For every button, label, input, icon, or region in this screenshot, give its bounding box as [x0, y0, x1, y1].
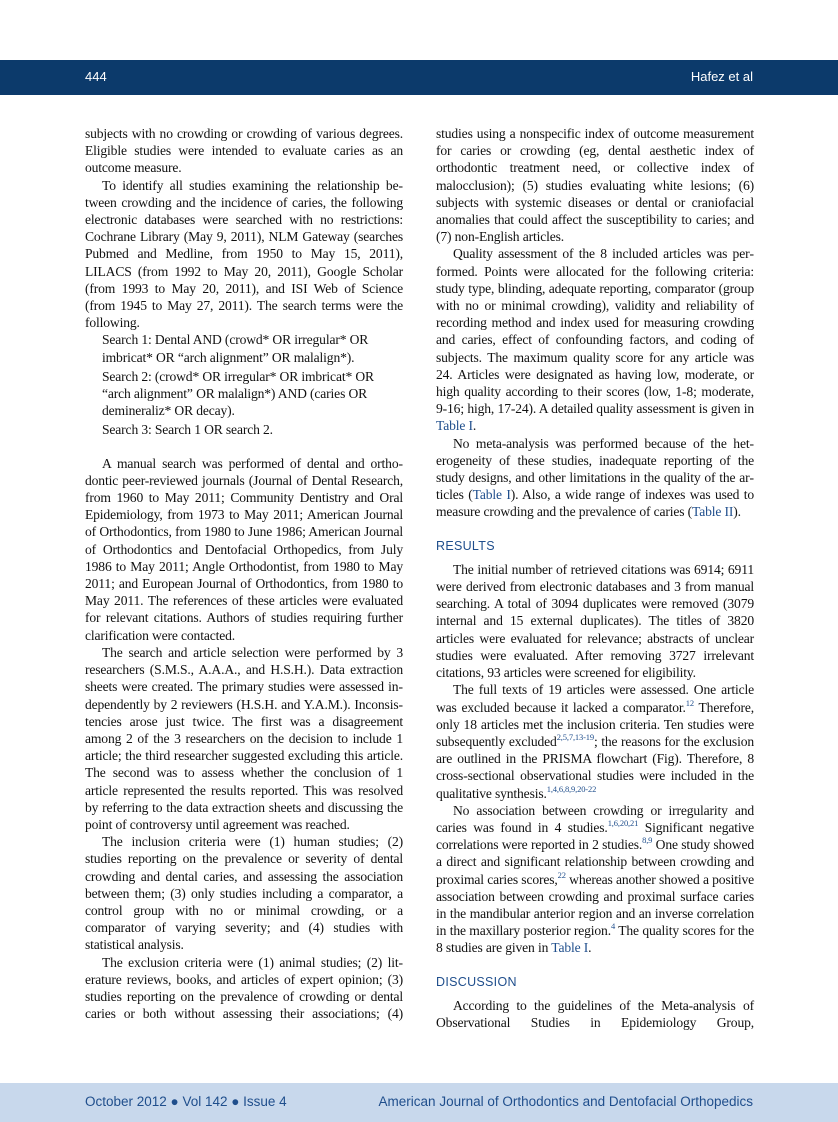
- paragraph: [85, 177, 403, 332]
- text-run: The quality scores for the 8 studies are given in: [436, 923, 754, 956]
- running-footer: [0, 1083, 838, 1122]
- text-run: whereas another showed a positive association between crowding and proximal surface caries in the mandibular anterior region and an inverse correlation in the maxillary posterior region.: [436, 871, 754, 939]
- text-run: ; the reasons for the exclusion are outlined in the PRISMA flowchart (Fig). Therefore, 8 cross-sectional observational studies were included in the qualitative synthesis.: [436, 733, 754, 801]
- text-run: One study showed a direct and significant relationship between crowding and proximal caries scores,: [436, 837, 754, 887]
- section-heading: DISCUSSION: [436, 974, 517, 989]
- search-string: [85, 368, 403, 420]
- page-number: 444: [85, 69, 107, 84]
- paragraph: [436, 125, 754, 245]
- paragraph: [436, 435, 754, 521]
- paragraph: [85, 644, 403, 833]
- text-run: The exclusion criteria were (1) animal studies; (2) literature reviews, books, and articles of expert opinion; (3) studies reporting on the prevalence of crowding or dental caries or both without assessing their associations; (4): [85, 954, 403, 1022]
- text-run: studies using a nonspecific index of outcome measurement for caries or crowding (eg, dental aesthetic index of orthodontic treatment need, or collective index of malocclusion); (5) studies evaluating white lesions; (6) subjects with systemic diseases or dental or craniofacial anomalies that could affect the susceptibility to caries; and (7) non-English articles.: [436, 126, 754, 245]
- table-link[interactable]: Table I: [436, 418, 473, 434]
- citation-reference[interactable]: 22: [557, 869, 566, 880]
- text-run: subjects with no crowding or crowding of various degrees. Eligible studies were intended to evaluate caries as an outcome measure.: [85, 126, 403, 176]
- running-authors: Hafez et al: [690, 69, 753, 84]
- text-run: ).: [733, 504, 741, 520]
- left-column: [85, 125, 403, 1022]
- paragraph: [436, 245, 754, 434]
- text-run: Therefore, only 18 articles met the inclusion criteria. Ten studies were subsequently excluded: [436, 699, 754, 749]
- paragraph: [436, 997, 754, 1031]
- citation-reference[interactable]: 1,4,6,8,9,20-22: [546, 783, 597, 794]
- citation-reference[interactable]: 1,6,20,21: [607, 817, 639, 828]
- citation-reference[interactable]: 8,9: [642, 835, 653, 846]
- text-run: The search and article selection were performed by 3 researchers (S.M.S., A.A.A., and H.S.H.). Data extraction sheets were created. The primary studies were assessed independently by 2 reviewers (H.S.H. and Y.A.M.). Inconsistencies arose just twice. The first was a disagreement among 2 of the 3 researchers on the decision to include 1 article; the third researcher suggested excluding this article. The second was to assess whether the conclusion of 1 article represented the results reported. This was resolved by referring to the data extraction sheets and discussing the point of controversy until agreement was reached.: [85, 644, 403, 832]
- paragraph: [436, 802, 754, 957]
- text-run: To identify all studies examining the relationship between crowding and the incidence of caries, the following electronic databases were searched with no restrictions: Cochrane Library (May 9, 2011), NLM Gateway (searches Pubmed and Medline, from 1950 to May 15, 2011), LILACS (from 1992 to May 20, 2011), Google Scholar (from 1993 to May 20, 2011), and ISI Web of Science (from 1945 to May 27, 2011). The search terms were the following.: [85, 177, 403, 331]
- citation-reference[interactable]: 4: [610, 921, 616, 932]
- text-run: A manual search was performed of dental and orthodontic peer-reviewed journals (Journal of Dental Research, from 1960 to May 2011; Community Dentistry and Oral Epidemiology, from 1973 to May 2011; American Journal of Orthodontics, from 1980 to June 1986; American Journal of Orthodontics and Dentofacial Orthopedics, from July 1986 to May 2011; Angle Orthodontist, from 1980 to May 2011; and European Journal of Orthodontics, from 1980 to May 2011. The references of these articles were evaluated for relevant citations. Authors of studies requiring further clarification were contacted.: [85, 455, 403, 643]
- issue-info: October 2012 ● Vol 142 ● Issue 4: [85, 1094, 287, 1109]
- text-run: Search 1: Dental AND (crowd* OR irregular* OR imbricat* OR “arch alignment” OR malalign*).: [102, 332, 369, 365]
- search-string: [85, 331, 403, 365]
- text-run: Search 3: Search 1 OR search 2.: [102, 422, 273, 438]
- text-run: .: [472, 418, 477, 434]
- citation-reference[interactable]: 2,5,7,13-19: [556, 731, 594, 742]
- text-run: The inclusion criteria were (1) human studies; (2) studies reporting on the prevalence or severity of dental crowding and dental caries, and assessing the association between them; (3) only studies including a comparator, a control group with no or minimal crowding, or a comparator of varying severity; and (4) studies with statistical analysis.: [85, 834, 403, 953]
- paragraph: [436, 561, 754, 681]
- text-run: According to the guidelines of the Meta-analysis of Observational Studies in Epidemiology Group,: [436, 997, 754, 1030]
- text-run: Search 2: (crowd* OR irregular* OR imbricat* OR “arch alignment” OR malalign*) AND (caries OR demineraliz* OR decay).: [102, 368, 374, 419]
- table-link[interactable]: Table I: [472, 487, 511, 503]
- paragraph: [85, 125, 403, 177]
- text-run: .: [588, 940, 592, 956]
- paragraph: [85, 455, 403, 644]
- text-run: ). Also, a wide range of indexes was used to measure crowding and the prevalence of caries (: [436, 487, 754, 520]
- paragraph: [85, 954, 403, 1023]
- running-header: [0, 60, 838, 95]
- paragraph: [85, 833, 403, 953]
- citation-reference[interactable]: 12: [685, 697, 694, 708]
- table-link[interactable]: Table I: [551, 940, 589, 956]
- search-string: [85, 421, 403, 438]
- text-run: No association between crowding or irregularity and caries was found in 4 studies.: [436, 802, 754, 835]
- text-run: The full texts of 19 articles were assessed. One article was excluded because it lacked a comparator.: [436, 682, 754, 715]
- paragraph: [436, 681, 754, 801]
- table-link[interactable]: Table II: [692, 504, 734, 520]
- text-run: Significant negative correlations were reported in 2 studies.: [436, 819, 755, 853]
- right-column: [436, 125, 754, 1031]
- text-run: No meta-analysis was performed because of the heterogeneity of these studies, inadequate reporting of the study designs, and other limitations in the quality of the articles (: [436, 435, 754, 503]
- text-run: The initial number of retrieved citations was 6914; 6911 were derived from electronic databases and 3 from manual searching. A total of 3094 duplicates were removed (3079 internal and 15 external duplicates). The titles of 3820 articles were evaluated for relevance; abstracts of unclear studies were evaluated. After removing 3727 irrelevant citations, 93 articles were screened for eligibility.: [436, 561, 754, 681]
- section-heading: RESULTS: [436, 538, 495, 553]
- journal-name: American Journal of Orthodontics and Dentofacial Orthopedics: [378, 1094, 753, 1109]
- text-run: Quality assessment of the 8 included articles was performed. Points were allocated for the following criteria: study type, blinding, adequate reporting, comparator (group with no or minimal crowding), validity and reliability of recording method and index used for measuring crowding and caries, effect of confounding factors, and coding of subjects. The maximum quality score for any article was 24. Articles were designated as having low, moderate, or high quality according to their scores (low, 1-8; moderate, 9-16; high, 17-24). A detailed quality assessment is given in: [436, 246, 754, 417]
